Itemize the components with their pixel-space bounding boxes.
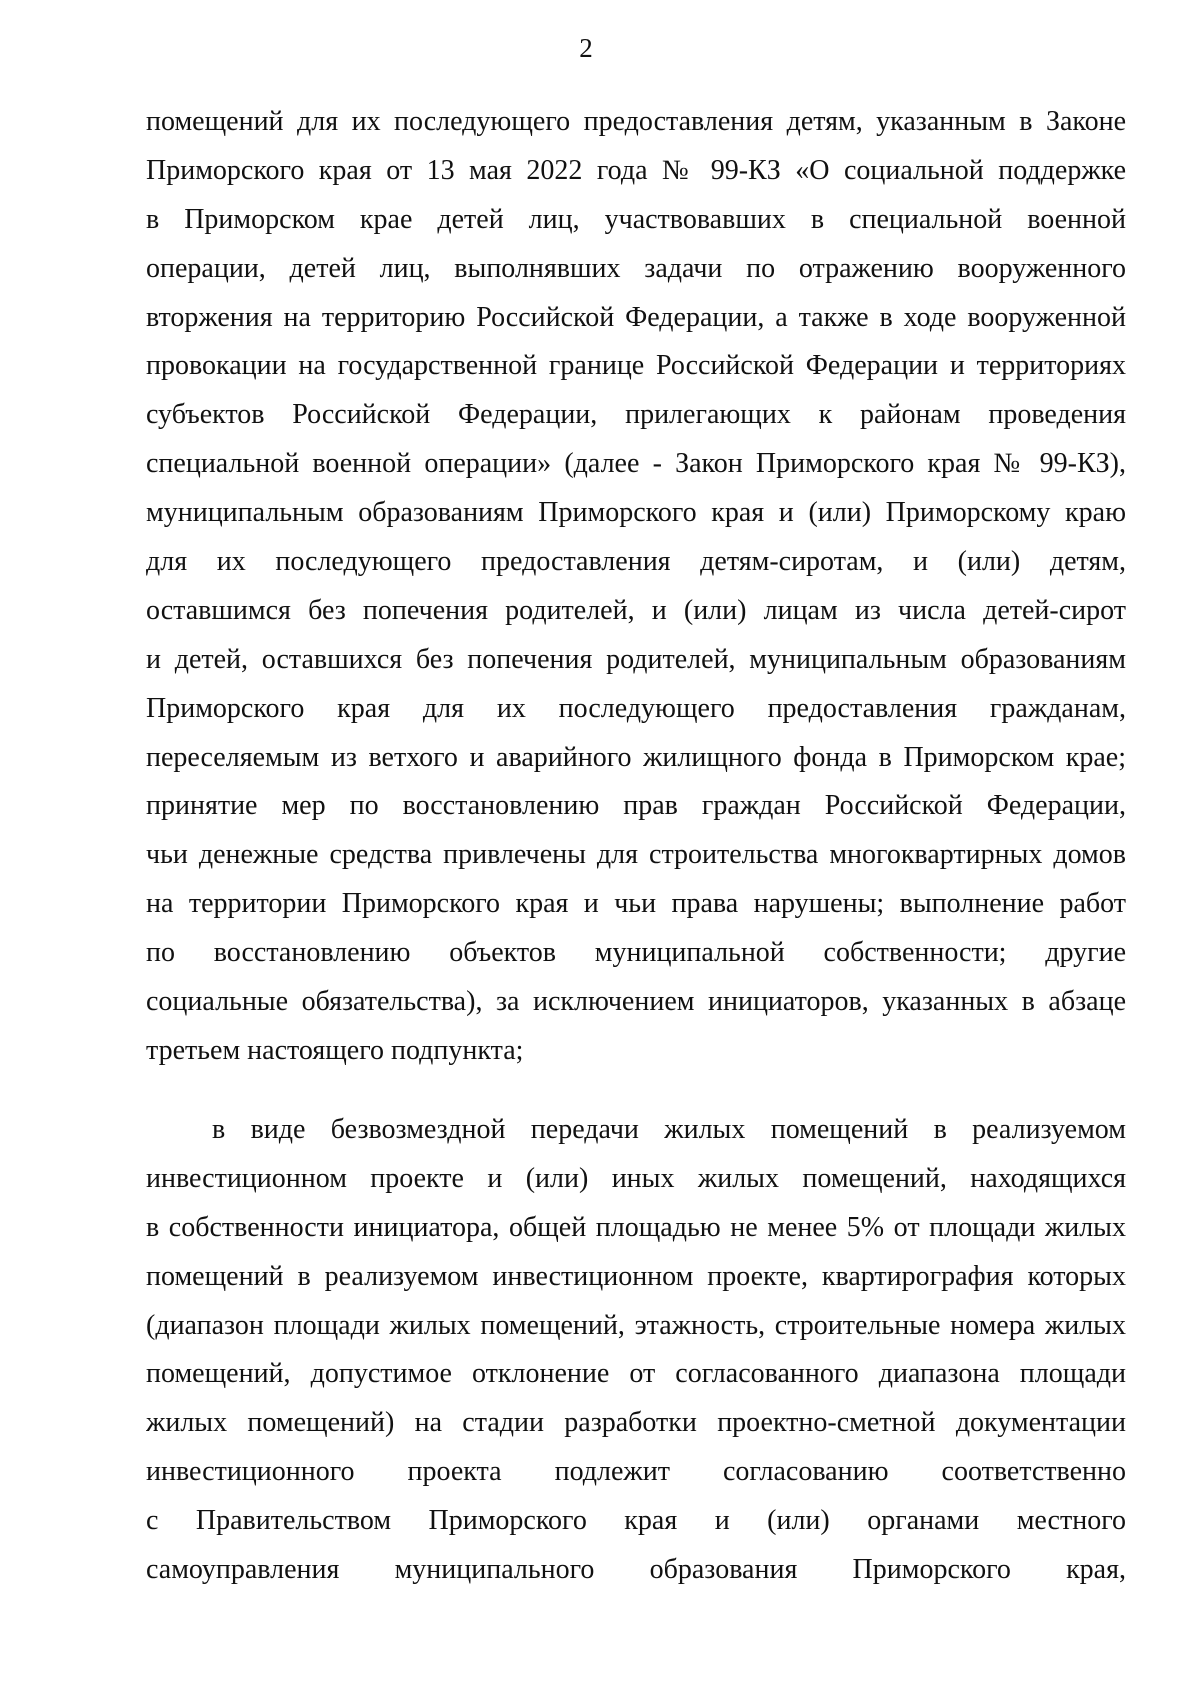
paragraph-line: третьем настоящего подпункта; [146,1034,524,1066]
paragraph-line: Приморского края от 13 мая 2022 года № 99-КЗ «О социальной поддержке [146,154,1126,186]
paragraph-line: на территории Приморского края и чьи права нарушены; выполнение работ [146,888,1126,920]
paragraph-line: самоуправления муниципального образования Приморского края, [146,1554,1126,1586]
paragraph-line: вторжения на территорию Российской Федерации, а также в ходе вооруженной [146,301,1126,333]
paragraph-line: в собственности инициатора, общей площадью не менее 5% от площади жилых [146,1211,1126,1243]
paragraph-line: переселяемым из ветхого и аварийного жилищного фонда в Приморском крае; [146,741,1126,773]
paragraph-line: жилых помещений) на стадии разработки проектно-сметной документации [146,1407,1126,1439]
paragraph-line: и детей, оставшихся без попечения родителей, муниципальным образованиям [146,643,1126,675]
paragraph-line: (диапазон площади жилых помещений, этажность, строительные номера жилых [146,1309,1126,1341]
paragraph-line: Приморского края для их последующего предоставления гражданам, [146,692,1126,724]
paragraph-1 [146,98,1126,1076]
paragraph-line: субъектов Российской Федерации, прилегающих к районам проведения [146,399,1126,431]
page-number: 2 [579,33,593,63]
paragraph-2 [146,1106,1126,1595]
paragraph-line: с Правительством Приморского края и (или) органами местного [146,1505,1126,1537]
paragraph-line: муниципальным образованиям Приморского края и (или) Приморскому краю [146,497,1126,529]
paragraph-line: оставшимся без попечения родителей, и (или) лицам из числа детей-сирот [146,594,1126,626]
paragraph-line: принятие мер по восстановлению прав граждан Российской Федерации, [146,790,1126,822]
paragraph-line: специальной военной операции» (далее - Закон Приморского края № 99-КЗ), [146,448,1126,480]
paragraph-line: инвестиционном проекте и (или) иных жилых помещений, находящихся [146,1162,1126,1194]
paragraph-line: в виде безвозмездной передачи жилых помещений в реализуемом [212,1114,1126,1145]
paragraph-line: помещений, допустимое отклонение от согласованного диапазона площади [146,1358,1126,1390]
paragraph-line: чьи денежные средства привлечены для строительства многоквартирных домов [146,839,1126,871]
paragraph-line: для их последующего предоставления детям-сиротам, и (или) детям, [146,546,1126,578]
paragraph-line: в Приморском крае детей лиц, участвовавших в специальной военной [146,203,1126,235]
paragraph-line: помещений для их последующего предоставления детям, указанным в Законе [146,106,1126,137]
paragraph-line: по восстановлению объектов муниципальной собственности; другие [146,937,1126,969]
paragraph-line: провокации на государственной границе Российской Федерации и территориях [146,350,1126,382]
paragraph-line: операции, детей лиц, выполнявших задачи по отражению вооруженного [146,252,1126,284]
paragraph-line: социальные обязательства), за исключением инициаторов, указанных в абзаце [146,986,1126,1018]
paragraph-line: помещений в реализуемом инвестиционном проекте, квартирография которых [146,1260,1126,1292]
paragraph-line: инвестиционного проекта подлежит согласованию соответственно [146,1456,1126,1488]
